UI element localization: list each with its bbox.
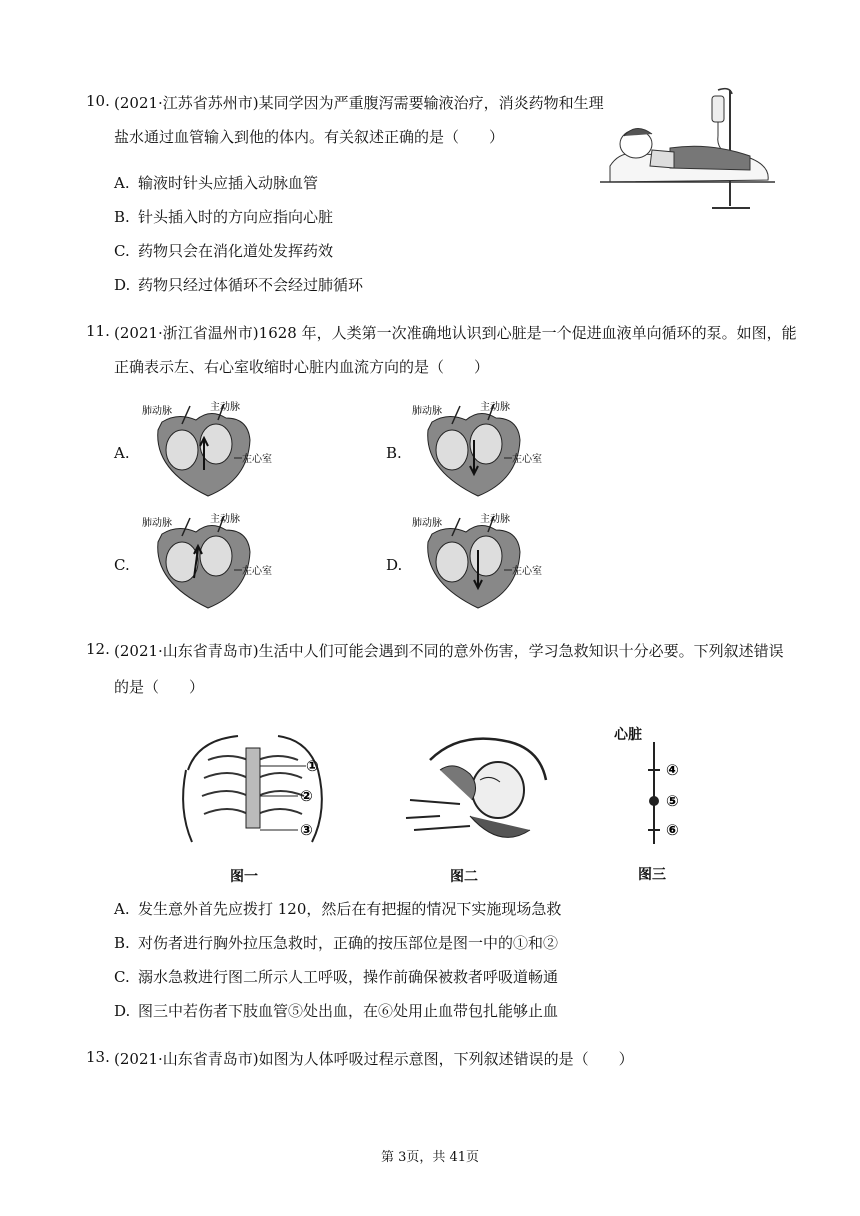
page-footer: 第 3页，共 41页 [380, 1150, 480, 1165]
q12-option-d: D. 图三中若伤者下肢血管⑤处出血，在⑥处用止血带包扎能够止血 [114, 1002, 559, 1020]
q12-stem-line2: 的是（ ） [114, 678, 205, 696]
q12-fig3-mark-6: ⑥ [666, 821, 679, 839]
q11-heart-figure-c [138, 512, 298, 612]
q10-stem-line2: 盐水通过血管输入到他的体内。有关叙述正确的是（ ） [114, 128, 505, 146]
q11-a-label-lv: 左心室 [242, 454, 272, 465]
q12-figure3-title: 心脏 [614, 727, 642, 743]
q11-a-label-ao: 主动脉 [210, 402, 240, 413]
q12-figure2-rescue-breathing [400, 730, 560, 860]
q11-a-label-pa: 肺动脉 [142, 406, 172, 417]
q11-option-a-letter: A. [114, 444, 130, 462]
q12-figure3-caption: 图三 [638, 867, 666, 883]
q12-fig3-mark-5: ⑤ [666, 792, 679, 810]
q12-figure2-caption: 图二 [450, 869, 478, 885]
q11-number: 11. [86, 322, 110, 340]
q10-option-d: D. 药物只经过体循环不会经过肺循环 [114, 276, 364, 294]
q11-d-label-lv: 左心室 [512, 566, 542, 577]
q12-number: 12. [86, 640, 110, 658]
q12-fig1-mark-2: ② [300, 787, 313, 805]
q12-fig1-mark-3: ③ [300, 821, 313, 839]
q11-option-c-letter: C. [114, 556, 130, 574]
q10-option-c: C. 药物只会在消化道处发挥药效 [114, 242, 334, 260]
q11-option-b-letter: B. [386, 444, 402, 462]
q11-heart-figure-b [408, 400, 568, 500]
q12-fig1-mark-1: ① [306, 757, 319, 775]
q11-b-label-ao: 主动脉 [480, 402, 510, 413]
q13-number: 13. [86, 1048, 110, 1066]
q10-option-b: B. 针头插入时的方向应指向心脏 [114, 208, 334, 226]
q11-stem-line2: 正确表示左、右心室收缩时心脏内血流方向的是（ ） [114, 358, 490, 376]
q11-heart-figure-d [408, 512, 568, 612]
q11-c-label-ao: 主动脉 [210, 514, 240, 525]
q10-stem-line1: (2021·江苏省苏州市)某同学因为严重腹泻需要输液治疗，消炎药物和生理 [114, 94, 604, 112]
q11-c-label-lv: 左心室 [242, 566, 272, 577]
q11-d-label-ao: 主动脉 [480, 514, 510, 525]
q12-figure1-ribcage [168, 730, 338, 850]
q12-figure1-caption: 图一 [230, 869, 258, 885]
q11-stem-line1: (2021·浙江省温州市)1628 年，人类第一次准确地认识到心脏是一个促进血液单向循环的泵。如图，能 [114, 324, 797, 342]
q10-number: 10. [86, 92, 110, 110]
q11-b-label-lv: 左心室 [512, 454, 542, 465]
q12-fig3-mark-4: ④ [666, 761, 679, 779]
q11-d-label-pa: 肺动脉 [412, 518, 442, 529]
q11-b-label-pa: 肺动脉 [412, 406, 442, 417]
q12-option-b: B. 对伤者进行胸外拉压急救时，正确的按压部位是图一中的①和② [114, 934, 559, 952]
q12-option-c: C. 溺水急救进行图二所示人工呼吸，操作前确保被救者呼吸道畅通 [114, 968, 559, 986]
q12-stem-line1: (2021·山东省青岛市)生活中人们可能会遇到不同的意外伤害，学习急救知识十分必要。下列叙述错误 [114, 642, 784, 660]
iv-drip-illustration [600, 86, 780, 216]
q11-c-label-pa: 肺动脉 [142, 518, 172, 529]
q12-option-a: A. 发生意外首先应拨打 120，然后在有把握的情况下实施现场急救 [114, 900, 562, 918]
q11-option-d-letter: D. [386, 556, 403, 574]
q11-heart-figure-a [138, 400, 298, 500]
q13-stem-line1: (2021·山东省青岛市)如图为人体呼吸过程示意图，下列叙述错误的是（ ） [114, 1050, 634, 1068]
q12-figure3-vessel [630, 740, 700, 850]
q10-option-a: A. 输液时针头应插入动脉血管 [114, 174, 319, 192]
